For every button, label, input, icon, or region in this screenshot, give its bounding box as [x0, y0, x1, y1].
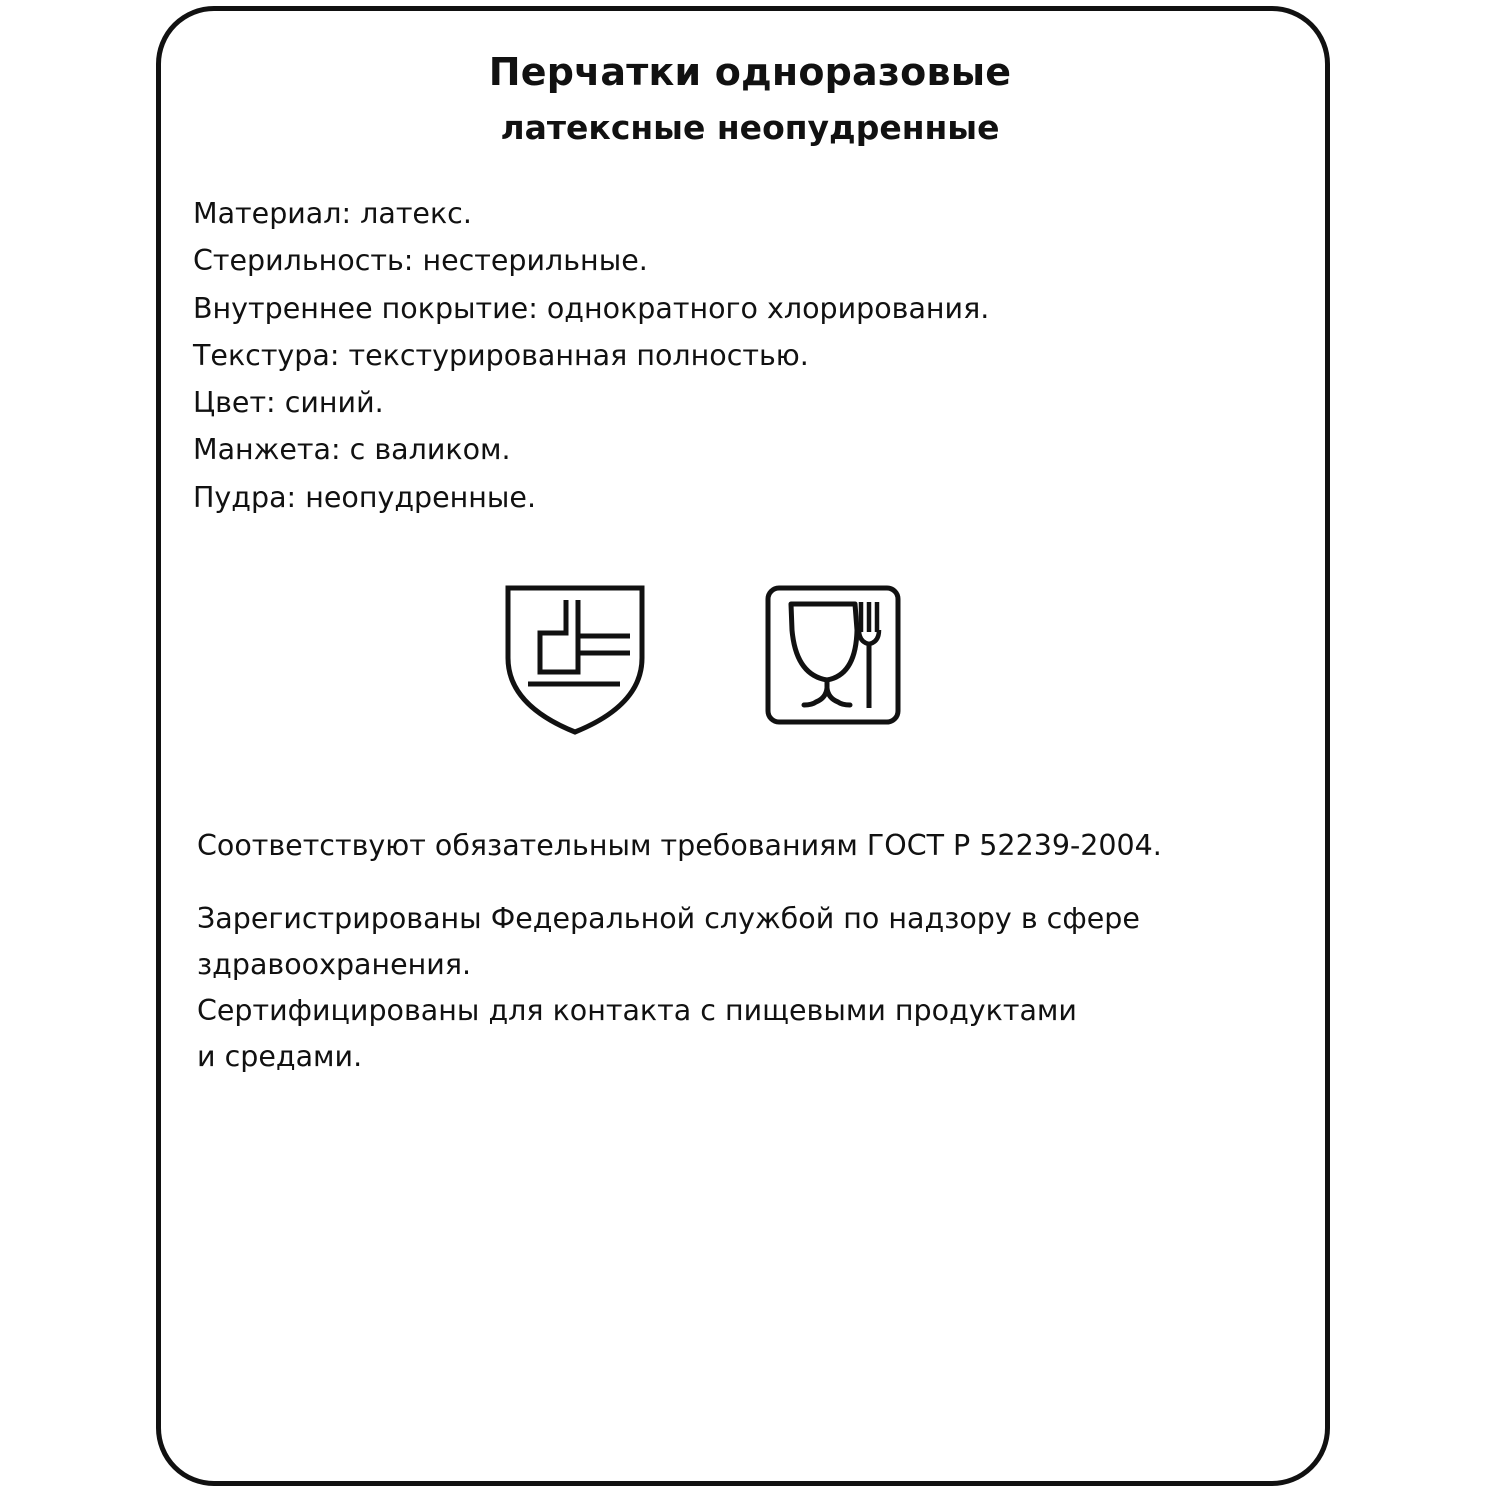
registration-line-2: здравоохранения. — [197, 948, 472, 981]
registration-text — [197, 896, 1140, 988]
spec-material: Материал: латекс. — [193, 197, 472, 230]
certification-line-1: Сертифицированы для контакта с пищевыми продуктами — [197, 994, 1077, 1027]
product-title: Перчатки одноразовые — [488, 50, 1012, 94]
gost-compliance-text: Соответствуют обязательным требованиям ГОСТ Р 52239-2004. — [197, 829, 1162, 862]
spec-color: Цвет: синий. — [193, 386, 384, 420]
spec-list — [193, 190, 989, 521]
spec-texture: Текстура: текстурированная полностью. — [193, 338, 809, 372]
shield-protection-icon — [500, 580, 650, 740]
certification-text — [197, 988, 1077, 1080]
spec-sterility: Стерильность: нестерильные. — [193, 244, 648, 278]
spec-cuff: Манжета: с валиком. — [193, 433, 511, 467]
product-subtitle: латексные неопудренные — [500, 108, 1000, 147]
registration-line-1: Зарегистрированы Федеральной службой по надзору в сфере — [197, 902, 1140, 935]
food-contact-icon — [758, 580, 908, 730]
spec-powder: Пудра: неопудренные. — [193, 480, 537, 514]
certification-line-2: и средами. — [197, 1040, 363, 1073]
spec-inner-coating: Внутреннее покрытие: однократного хлорирования. — [193, 291, 990, 325]
